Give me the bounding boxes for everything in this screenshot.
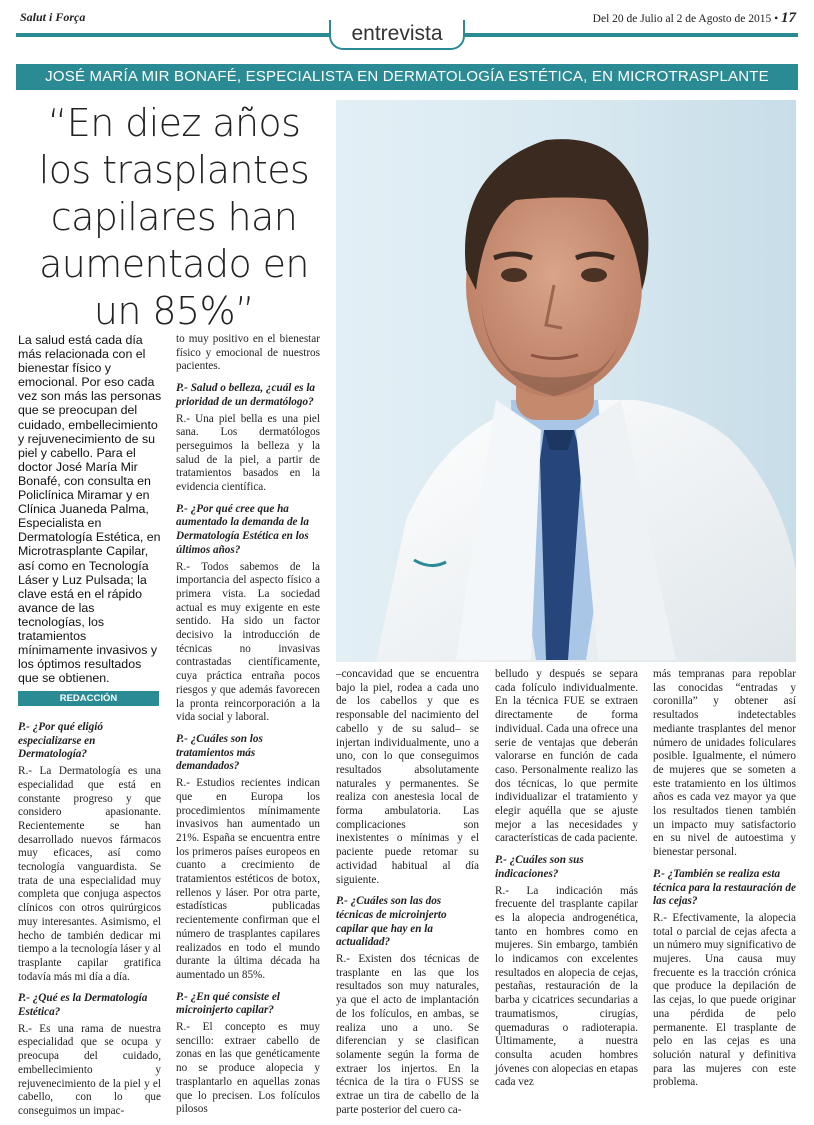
headline: “En diez años los trasplantes capilares han aumentado en un 85%” (38, 101, 310, 333)
section-tab: entrevista (329, 20, 465, 50)
article-column-3 (336, 668, 479, 1124)
interview-answer: belludo y después se separa cada folículo individualmente. En la técnica FUE se extraen directamente de forma individual. Cada una ofrece una serie de ventajas que deberán valorarse en función de cada caso. Personalmente realizo las dos técnicas, lo que permite individualizar el tratamiento y elegir aquélla que se ajuste mejor a las necesidades y características de cada paciente. (495, 668, 638, 845)
interview-answer: R.- Efectivamente, la alopecia total o parcial de cejas afecta a un número muy significativo de mujeres. Una causa muy frecuente es la tracción crónica que produce la depilación de las cejas, lo que puede originar una pérdida de pelo permanente. El trasplante de pelo en las cejas es una solución natural y definitiva para las mujeres con este problema. (653, 911, 796, 1089)
interview-answer: R.- La Dermatología es una especialidad que está en constante progreso y que considero apasionante. Recientemente se han desarrollado nuevos fármacos muy eficaces, así como tecnología vanguardista. Se trata de una especialidad muy completa que conjuga aspectos clínicos con otros quirúrgicos muy interesantes. Asimismo, el hecho de también dedicar mi tiempo a la tecnología láser y al trasplante capilar gratifica todavía más mi día a día. (18, 765, 161, 983)
publication-name: Salut i Força (20, 10, 86, 24)
article-column-2 (176, 333, 320, 1123)
issue-date (593, 10, 796, 27)
date-text: Del 20 de Julio al 2 de Agosto de 2015 • (592, 13, 779, 25)
byline: REDACCIÓN (18, 691, 159, 706)
portrait-photo (336, 100, 796, 662)
interview-answer: R.- Todos sabemos de la importancia del aspecto físico a primera vista. La sociedad actual es muy exigente en este sentido. Ha sido un factor decisivo la introducción de técnicas no invasivas contrastadas científicamente, cuya práctica entraña pocos riesgos y que además favorecen la pronta reincorporación a la vida social y laboral. (176, 560, 320, 724)
interview-answer: R.- El concepto es muy sencillo: extraer cabello de zonas en las que genéticamente no se produce alopecia y trasplantarlo en aquellas zonas que lo precisen. Los folículos pilosos (176, 1021, 320, 1116)
article-column-4 (495, 668, 638, 1096)
interview-question: P.- ¿Por qué cree que ha aumentado la demanda de la Dermatología Estética en los últimos años? (176, 502, 310, 556)
interview-question: P.- ¿Qué es la Dermatología Estética? (18, 992, 148, 1019)
interview-answer: R.- La indicación más frecuente del trasplante capilar es la alopecia androgenética, tanto en hombres como en mujeres. Sin embargo, también lo indicamos con excelentes resultados en alopecia de cejas, pestañas, restauración de la barba y cicatrices secundarias a traumatismos, cirugías, quemaduras o radioterapia. Últimamente, a nuestra consulta acuden hombres jóvenes con alopecias en etapas cada vez (495, 884, 638, 1089)
article-column-5 (653, 668, 796, 1096)
interview-question: P.- ¿También se realiza esta técnica para la restauración de las cejas? (653, 867, 796, 908)
interview-answer: más tempranas para repoblar las conocidas “entradas y coronilla” y obtener así resultados indetectables mediante trasplantes del menor número de unidades foliculares posible. Igualmente, el número de mujeres que se someten a este tratamiento en los últimos años es cada vez mayor ya que los resultados tienen también un impacto muy satisfactorio en su nivel de autoestima y bienestar personal. (653, 668, 796, 859)
interview-question: P.- ¿Cuáles son las dos técnicas de microinjerto capilar que hay en la actualidad? (336, 895, 447, 949)
interview-question: P.- ¿En qué consiste el microinjerto capilar? (176, 990, 280, 1017)
interview-question: P.- ¿Cuáles son sus indicaciones? (495, 854, 584, 880)
interview-answer: R.- Una piel bella es una piel sana. Los dermatólogos perseguimos la belleza y la salud de la piel, a partir de tratamientos basados en la evidencia científica. (176, 412, 320, 494)
interview-answer: to muy positivo en el bienestar físico y emocional de nuestros pacientes. (176, 333, 320, 373)
interview-answer: R.- Existen dos técnicas de trasplante en las que los resultados son muy naturales, ya que el acto de implantación de los folículos, en ambas, se realiza uno a uno. Se diferencian y se clasifican solamente según la forma de extraer los injertos. En la técnica de la tira o FUSS se extrae un tira de cabello de la parte posterior del cuero ca- (336, 953, 479, 1116)
interview-question: P.- ¿Cuáles son los tratamientos más demandados? (176, 732, 263, 773)
article-column-1 (18, 713, 161, 1125)
interview-answer: –concavidad que se encuentra bajo la piel, rodea a cada uno de los cabellos y que es responsable del nacimiento del cabello y de su salud– se injertan individualmente, uno a uno, con lo que conseguimos resultados absolutamente naturales y permanentes. Se realiza con anestesia local de forma ambulatoria. Las complicaciones son inexistentes o mínimas y el paciente puede retomar su actividad habitual al día siguiente. (336, 668, 479, 886)
page-number: 17 (781, 10, 796, 26)
portrait-illustration (336, 100, 796, 662)
interview-question: P.- ¿Por qué eligió especializarse en Dermatología? (18, 721, 103, 761)
lede-paragraph: La salud está cada día más relacionada con el bienestar físico y emocional. Por eso cada vez son más las personas que se preocupan del cuidado, embellecimiento y rejuvenecimiento de su piel y cabello. Para el doctor José María Mir Bonafé, con consulta en Policlínica Miramar y en Clínica Juaneda Palma, Especialista en Dermatología Estética, en Microtrasplante Capilar, así como en Tecnología Láser y Luz Pulsada; la clave está en el rápido avance de las tecnologías, los tratamientos mínimamente invasivos y los óptimos resultados que se obtienen. (18, 333, 162, 686)
interview-answer: R.- Es una rama de nuestra especialidad que se ocupa y preocupa del cuidado, embellecimiento y rejuvenecimiento de la piel y el cabello, con lo que conseguimos un impac- (18, 1022, 161, 1117)
interview-question: P.- Salud o belleza, ¿cuál es la prioridad de un dermatólogo? (176, 382, 316, 408)
interview-answer: R.- Estudios recientes indican que en Europa los procedimientos mínimamente invasivos han aumentado un 21%. España se encuentra entre los primeros países europeos en cuanto a crecimiento de tratamientos estéticos de botox, rellenos y láser. Por otra parte, estadísticas publicadas recientemente confirman que el número de trasplantes capilares realizados en todo el mundo durante la última década ha aumentado un 85%. (176, 777, 320, 981)
interview-banner: JOSÉ MARÍA MIR BONAFÉ, ESPECIALISTA EN DERMATOLOGÍA ESTÉTICA, EN MICROTRASPLANTE (16, 64, 798, 90)
